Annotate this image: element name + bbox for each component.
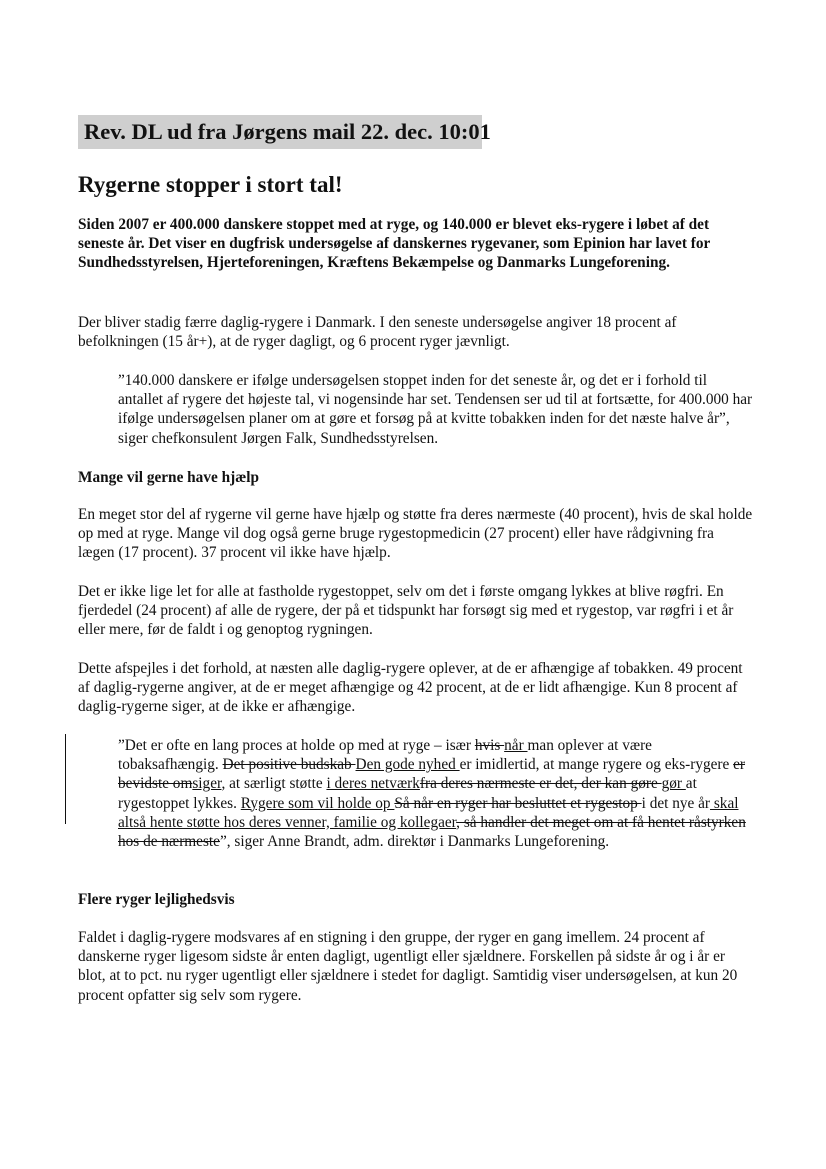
quote-anne-brandt	[118, 736, 754, 851]
deleted-text: Så når en ryger har besluttet et rygestop	[394, 794, 642, 812]
paragraph-help-wanted: En meget stor del af rygerne vil gerne have hjælp og støtte fra deres nærmeste (40 procent), hvis de skal holde op med at ryge. Mange vil dog også gerne bruge rygestopmedicin (27 procent) eller have rådgivning fra lægen (17 procent). 37 procent vil ikke have hjælp.	[78, 506, 753, 562]
quote-text: er imidlertid, at mange rygere og eks-rygere	[459, 756, 734, 774]
inserted-text: Rygere som vil holde op	[240, 794, 395, 812]
paragraph-relapse: Det er ikke lige let for alle at fastholde rygestoppet, selv om det i første omgang lykkes at blive røgfri. En fjerdedel (24 procent) af alle de rygere, der på et tidspunkt har forsøgt sig med et rygestop, var røgfri i et år eller mere, før de faldt i og genoptog rygningen.	[78, 583, 734, 639]
paragraph-occasional-smokers: Faldet i daglig-rygere modsvares af en stigning i den gruppe, der ryger en gang imellem. 24 procent af danskerne ryger ligesom sidste år enten dagligt, ugentligt eller sjældnere. Forskellen på sidste år og i år er blot, at to pct. nu ryger ugentligt eller sjældnere i stedet for dagligt. Samtidig viser undersøgelsen, at kun 20 procent opfatter sig selv som rygere.	[78, 929, 738, 1004]
deleted-text: Det positive budskab	[222, 756, 356, 774]
inserted-text: gør	[661, 775, 686, 793]
lead-paragraph: Siden 2007 er 400.000 danskere stoppet med at ryge, og 140.000 er blevet eks-rygere i løbet af det seneste år. Det viser en dugfrisk undersøgelse af danskernes rygevaner, som Epinion har lavet for Sundhedsstyrelsen, Hjerteforeningen, Kræftens Bekæmpelse og Danmarks Lungeforening.	[78, 216, 710, 272]
inserted-text: skal altså hente støtte hos deres venner, familie og kollegaer	[118, 794, 739, 831]
quote-text: ”, siger Anne Brandt, adm. direktør i Danmarks Lungeforening.	[219, 833, 610, 851]
quote-text: , at særligt støtte	[221, 775, 327, 793]
paragraph-daily-smokers: Der bliver stadig færre daglig-rygere i Danmark. I den seneste undersøgelse angiver 18 procent af befolkningen (15 år+), at de ryger dagligt, og 6 procent ryger jævnligt.	[78, 314, 677, 351]
subheading-help: Mange vil gerne have hjælp	[78, 469, 260, 486]
headline: Rygerne stopper i stort tal!	[78, 172, 343, 197]
subheading-occasional: Flere ryger lejlighedsvis	[78, 891, 235, 908]
deleted-text: fra deres nærmeste er det, der kan gøre	[419, 775, 662, 793]
quote-text: i det nye år	[641, 794, 711, 812]
inserted-text: når	[504, 737, 528, 754]
quote-text: man oplever at være tobaksafhængig.	[118, 737, 652, 774]
quote-joergen-falk: ”140.000 danskere er ifølge undersøgelsen stoppet inden for det seneste år, og det er i forhold til antallet af rygere det højeste tal, vi nogensinde har set. Tendensen ser ud til at fortsætte, for 400.000 har ifølge undersøgelsen planer om at gøre et forsøg på at kvitte tobakken inden for det næste halve år”, siger chefkonsulent Jørgen Falk, Sundhedsstyrelsen.	[118, 372, 753, 447]
tracked-change-bar	[65, 734, 66, 824]
quote-text: ”Det er ofte en lang proces at holde op med at ryge – især	[118, 737, 475, 754]
deleted-text: , så handler det meget om at få hentet råstyrken hos de nærmeste	[118, 813, 746, 851]
quote-text: at rygestoppet lykkes.	[118, 775, 697, 812]
inserted-text: i deres netværk	[326, 775, 420, 793]
inserted-text: siger	[192, 775, 222, 793]
deleted-text: hvis	[474, 737, 505, 754]
deleted-text: er bevidste om	[118, 756, 746, 793]
revision-note: Rev. DL ud fra Jørgens mail 22. dec. 10:01	[84, 119, 491, 144]
paragraph-dependence: Dette afspejles i det forhold, at næsten alle daglig-rygere oplever, at de er afhængige af tobakken. 49 procent af daglig-rygerne angiver, at de er meget afhængige og 42 procent, at de er lidt afhængige. Kun 8 procent af daglig-rygerne siger, at de ikke er afhængige.	[78, 660, 743, 716]
inserted-text: Den gode nyhed	[355, 756, 460, 774]
